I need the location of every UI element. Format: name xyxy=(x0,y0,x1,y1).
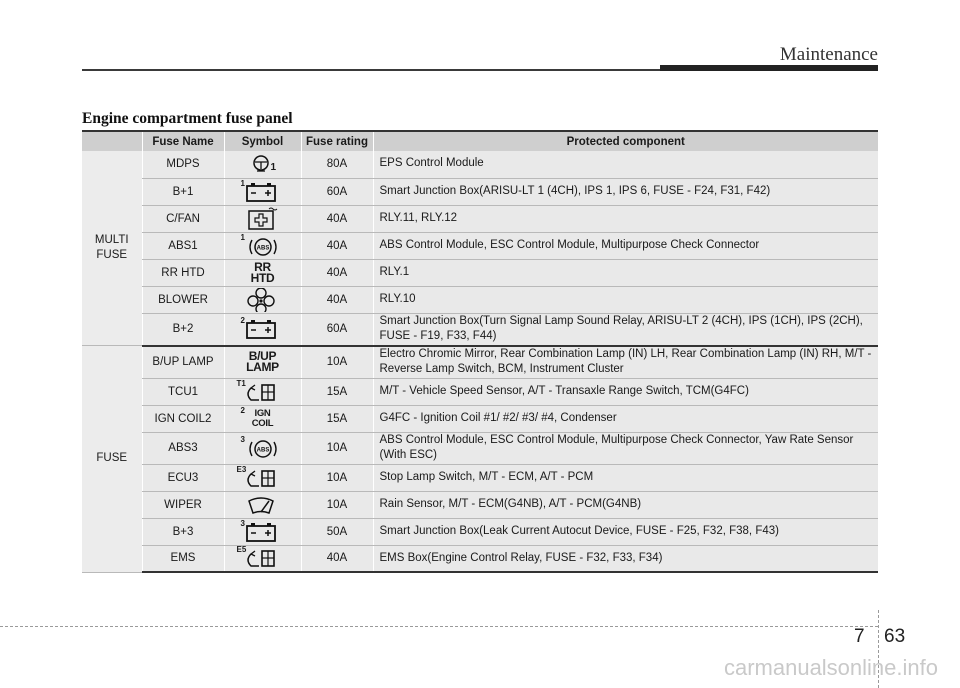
symbol-label-line: LAMP xyxy=(246,360,279,375)
group-label-line: MULTI xyxy=(94,234,129,247)
symbol-superscript: 1 xyxy=(240,232,245,242)
fuse-rating-cell: 40A xyxy=(301,232,373,259)
symbol-superscript: 2 xyxy=(240,405,245,415)
symbol-cell xyxy=(224,464,301,491)
svg-text:ABS: ABS xyxy=(256,245,269,251)
fuse-rating-cell: 10A xyxy=(301,432,373,464)
header-symbol: Symbol xyxy=(224,131,301,151)
symbol-superscript: T1 xyxy=(236,378,246,388)
fuse-name-cell: IGN COIL2 xyxy=(142,405,224,432)
symbol-label-line: RR xyxy=(254,259,271,274)
header-fuse-name: Fuse Name xyxy=(142,131,224,151)
symbol-cell xyxy=(224,151,301,178)
symbol-cell xyxy=(224,346,301,379)
symbol-label xyxy=(225,351,301,373)
header-fuse-rating: Fuse rating xyxy=(301,131,373,151)
fuse-rating-cell: 40A xyxy=(301,545,373,572)
symbol-cell xyxy=(224,545,301,572)
fuse-table xyxy=(82,130,878,573)
fuse-rating-cell: 40A xyxy=(301,286,373,313)
symbol-superscript: 2 xyxy=(240,316,245,326)
fuse-name-cell: C/FAN xyxy=(142,205,224,232)
header-rule xyxy=(82,69,660,71)
fuse-name-cell: ABS3 xyxy=(142,432,224,464)
symbol-superscript: 1 xyxy=(240,178,245,188)
watermark: carmanualsonline.info xyxy=(723,655,938,680)
fuse-rating-cell: 80A xyxy=(301,151,373,178)
group-label xyxy=(82,151,142,346)
fuse-rating-cell: 40A xyxy=(301,259,373,286)
fuse-name-cell: B/UP LAMP xyxy=(142,346,224,379)
protected-component-cell: Electro Chromic Mirror, Rear Combination Lamp (IN) LH, Rear Combination Lamp (IN) RH, M/T - Reverse Lamp Switch, BCM, Instrument Cluster xyxy=(373,346,878,379)
table-row xyxy=(82,232,878,259)
group-label xyxy=(82,346,142,573)
abs-icon xyxy=(225,436,301,460)
symbol-label-line: IGN xyxy=(254,407,271,419)
fuse-name-cell: ECU3 xyxy=(142,464,224,491)
section-header: Maintenance xyxy=(779,44,878,65)
table-row xyxy=(82,545,878,572)
table-row xyxy=(82,205,878,232)
symbol-cell xyxy=(224,259,301,286)
protected-component-cell: ABS Control Module, ESC Control Module, Multipurpose Check Connector xyxy=(373,232,878,259)
symbol-cell xyxy=(224,491,301,518)
page-number: 63 xyxy=(884,626,906,647)
symbol-cell xyxy=(224,178,301,205)
table-row xyxy=(82,259,878,286)
protected-component-cell: G4FC - Ignition Coil #1/ #2/ #3/ #4, Condenser xyxy=(373,405,878,432)
fuse-rating-cell: 50A xyxy=(301,518,373,545)
battery-icon xyxy=(225,520,301,544)
symbol-cell xyxy=(224,205,301,232)
header-blank xyxy=(82,131,142,151)
table-row xyxy=(82,178,878,205)
protected-component-cell: RLY.1 xyxy=(373,259,878,286)
fuse-name-cell: TCU1 xyxy=(142,378,224,405)
cooling-fan-icon xyxy=(225,207,301,231)
symbol-cell xyxy=(224,432,301,464)
symbol-superscript: 3 xyxy=(240,435,245,445)
table-header-row xyxy=(82,131,878,151)
protected-component-cell: M/T - Vehicle Speed Sensor, A/T - Transaxle Range Switch, TCM(G4FC) xyxy=(373,378,878,405)
symbol-cell xyxy=(224,405,301,432)
protected-component-cell: Smart Junction Box(Leak Current Autocut Device, FUSE - F25, F32, F38, F43) xyxy=(373,518,878,545)
symbol-cell xyxy=(224,313,301,346)
fuse-rating-cell: 60A xyxy=(301,178,373,205)
fuse-name-cell: B+3 xyxy=(142,518,224,545)
fuse-name-cell: EMS xyxy=(142,545,224,572)
protected-component-cell: Smart Junction Box(ARISU-LT 1 (4CH), IPS 1, IPS 6, FUSE - F24, F31, F42) xyxy=(373,178,878,205)
protected-component-cell: RLY.10 xyxy=(373,286,878,313)
fuse-name-cell: MDPS xyxy=(142,151,224,178)
symbol-label-line: COIL xyxy=(251,417,274,429)
table-row xyxy=(82,432,878,464)
chapter-number: 7 xyxy=(854,626,865,647)
protected-component-cell: ABS Control Module, ESC Control Module, Multipurpose Check Connector, Yaw Rate Sensor (With ESC) xyxy=(373,432,878,464)
table-row xyxy=(82,151,878,178)
protected-component-cell: EMS Box(Engine Control Relay, FUSE - F32, F33, F34) xyxy=(373,545,878,572)
table-row xyxy=(82,313,878,346)
fuse-table-body xyxy=(82,151,878,572)
table-row xyxy=(82,491,878,518)
header-rule-thick xyxy=(660,65,878,71)
fuse-name-cell: B+1 xyxy=(142,178,224,205)
fuse-name-cell: RR HTD xyxy=(142,259,224,286)
wiper-icon xyxy=(225,493,301,517)
fuse-rating-cell: 10A xyxy=(301,464,373,491)
symbol-superscript: 3 xyxy=(240,518,245,528)
abs-icon xyxy=(225,234,301,258)
group-label-line: FUSE xyxy=(96,452,128,465)
symbol-label xyxy=(225,259,301,285)
fuse-rating-cell: 40A xyxy=(301,205,373,232)
fuse-name-cell: B+2 xyxy=(142,313,224,346)
header-protected-component: Protected component xyxy=(373,131,878,151)
fuse-name-cell: WIPER xyxy=(142,491,224,518)
page-title: Engine compartment fuse panel xyxy=(82,110,293,127)
fuse-rating-cell: 15A xyxy=(301,378,373,405)
group-label-line: FUSE xyxy=(96,249,128,262)
fuse-rating-cell: 15A xyxy=(301,405,373,432)
fuse-name-cell: BLOWER xyxy=(142,286,224,313)
table-row xyxy=(82,286,878,313)
fuse-name-cell: ABS1 xyxy=(142,232,224,259)
protected-component-cell: RLY.11, RLY.12 xyxy=(373,205,878,232)
symbol-cell xyxy=(224,286,301,313)
protected-component-cell: EPS Control Module xyxy=(373,151,878,178)
fuse-rating-cell: 10A xyxy=(301,491,373,518)
symbol-label xyxy=(225,409,301,429)
footer-dashed-rule xyxy=(0,626,878,627)
symbol-superscript: E3 xyxy=(236,464,247,474)
table-row xyxy=(82,405,878,432)
symbol-superscript: E5 xyxy=(236,545,247,555)
protected-component-cell: Smart Junction Box(Turn Signal Lamp Sound Relay, ARISU-LT 2 (4CH), IPS (1CH), IPS (2CH), FUSE - F19, F33, F44) xyxy=(373,313,878,346)
fuse-rating-cell: 60A xyxy=(301,313,373,346)
symbol-cell xyxy=(224,378,301,405)
table-row xyxy=(82,346,878,379)
symbol-superscript: 1 xyxy=(270,162,277,174)
symbol-cell xyxy=(224,518,301,545)
symbol-label-line: HTD xyxy=(250,270,275,285)
mdps-icon xyxy=(225,152,301,176)
table-row xyxy=(82,378,878,405)
battery-icon xyxy=(225,180,301,204)
battery-icon xyxy=(225,317,301,341)
blower-icon xyxy=(225,288,301,312)
symbol-cell xyxy=(224,232,301,259)
symbol-label-line: B/UP xyxy=(248,349,277,364)
table-row xyxy=(82,464,878,491)
fuse-rating-cell: 10A xyxy=(301,346,373,379)
svg-text:ABS: ABS xyxy=(256,447,269,454)
protected-component-cell: Rain Sensor, M/T - ECM(G4NB), A/T - PCM(G4NB) xyxy=(373,491,878,518)
table-row xyxy=(82,518,878,545)
protected-component-cell: Stop Lamp Switch, M/T - ECM, A/T - PCM xyxy=(373,464,878,491)
